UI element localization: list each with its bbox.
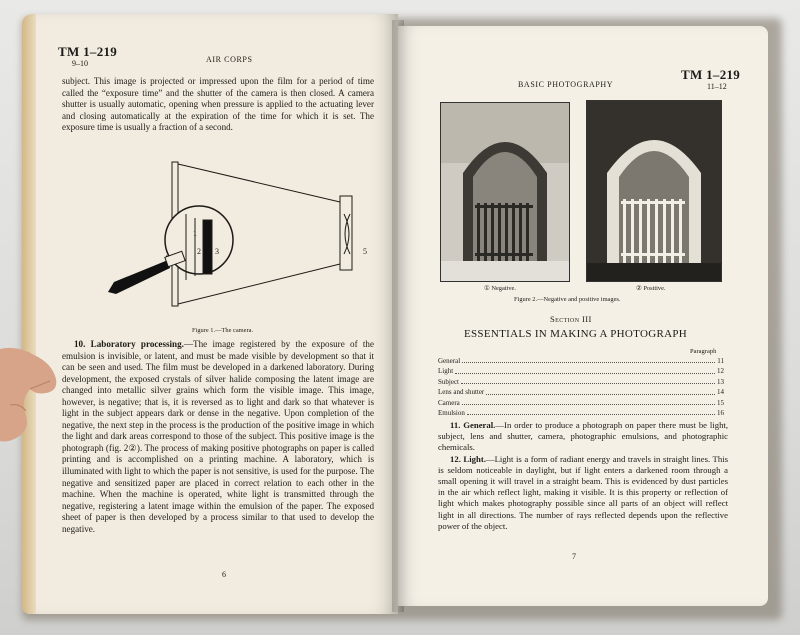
- positive-photo: [586, 100, 722, 282]
- left-figure-caption: Figure 1.—The camera.: [192, 327, 254, 334]
- negative-caption: ① Negative.: [484, 285, 516, 292]
- toc-row: Light 12: [438, 367, 724, 376]
- left-header-title: AIR CORPS: [206, 55, 253, 64]
- right-page: [398, 26, 768, 606]
- negative-photo: [440, 102, 570, 282]
- right-header-title: BASIC PHOTOGRAPHY: [518, 80, 614, 89]
- hand: [0, 345, 58, 445]
- right-header-tm: TM 1–219: [681, 67, 741, 82]
- table-of-contents: [438, 356, 724, 418]
- laboratory-processing-paragraph: [62, 339, 374, 535]
- left-intro-paragraph: subject. This image is projected or impressed upon the film for a period of time called the “exposure time” and the shutter of the camera is then closed. A camera shutter is usually automatic, opening when pressure is applied to the actuating lever and closing automatically at the expiration of the time for which it is set. The exposure time is usually a fraction of a second.: [62, 76, 374, 133]
- left-page: [22, 14, 398, 614]
- light-text: —Light is a form of radiant energy and travels in straight lines. This is seldom noticeable in daylight, but if light enters a darkened room through a small opening it will travel in a straight beam. This is evidenced by dust particles in the air which reflect light, making it visible. It is this property or reflection of light which makes photography possible since all parts of an object will reflect light in all directions. The number of rays reflected depends upon the reflective power of the object.: [438, 453, 729, 531]
- toc-header: Paragraph: [690, 348, 717, 355]
- left-page-number: 6: [222, 570, 226, 579]
- toc-row: Camera 15: [438, 398, 724, 407]
- section-title: ESSENTIALS IN MAKING A PHOTOGRAPH: [464, 328, 687, 340]
- laboratory-processing-text: —The image registered by the exposure of the emulsion is invisible, or latent, and must be made visible by development so that it can be seen and used. The film must be developed in a darkened laboratory. During development, the exposed crystals of silver halide composing the latent image are changed into metallic silver grains which form the visible image. This image, however, is negative; that is, it is reversed as to light and dark so that whatever is light in the subject appears dark or dense in the negative. Upon completion of the negative, the next step in the process is the production of the positive image in which the light and dark areas correspond to those of the subject. This positive image is the photograph (fig. 2②). The process of making positive photographs on paper is called printing and is accomplished on a printing machine. A laboratory, which is illuminated with light to which the paper is not sensitive, is used for the purpose. The negative and sensitized paper are placed in correct relation to each other in the machine. When the machine is operated, white light is transmitted through the negative, registering a latent image within the emulsion of the paper. The exposed sheet of paper is then developed by a process similar to that used to develop the negative.: [62, 339, 375, 534]
- right-figure-caption: Figure 2.—Negative and positive images.: [514, 296, 621, 303]
- light-heading: 12. Light.: [450, 453, 486, 464]
- toc-row: Emulsion 16: [438, 409, 724, 418]
- positive-caption: ② Positive.: [636, 285, 666, 292]
- general-paragraph: [438, 420, 728, 532]
- camera-figure: [82, 156, 382, 326]
- figure-label-1: 1: [193, 229, 197, 238]
- general-heading: 11. General.: [450, 420, 496, 430]
- left-header-para: 9–10: [72, 59, 88, 68]
- general-text: —In order to produce a photograph on paper there must be light, subject, lens and shutter, camera, photographic emulsions, and photographic chemicals.: [438, 420, 728, 453]
- left-header-tm: TM 1–219: [58, 44, 118, 59]
- right-header-para: 11–12: [707, 82, 727, 91]
- toc-row: General 11: [438, 357, 724, 365]
- toc-row: Lens and shutter 14: [438, 388, 724, 397]
- right-page-number: 7: [572, 552, 576, 561]
- figure-label-2: 2: [197, 247, 201, 256]
- laboratory-processing-heading: 10. Laboratory processing.: [74, 339, 184, 349]
- figure-label-3: 3: [215, 247, 219, 256]
- toc-row: Subject 13: [438, 377, 724, 386]
- section-label: Section III: [550, 314, 592, 324]
- figure-label-5: 5: [363, 247, 367, 256]
